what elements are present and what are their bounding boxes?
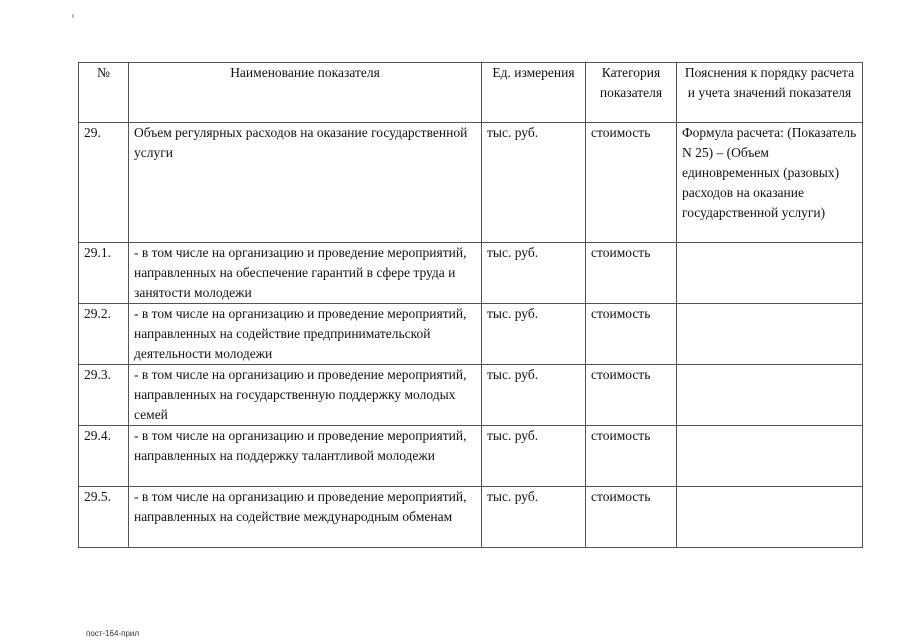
row-notes bbox=[677, 304, 863, 365]
row-number: 29.2. bbox=[79, 304, 129, 365]
row-number: 29.1. bbox=[79, 243, 129, 304]
row-indicator-name: - в том числе на организацию и проведение мероприятий, направленных на поддержку талантливой молодежи bbox=[129, 426, 482, 487]
row-category: стоимость bbox=[586, 304, 677, 365]
header-indicator-name: Наименование показателя bbox=[129, 63, 482, 123]
row-indicator-name: - в том числе на организацию и проведение мероприятий, направленных на обеспечение гарантий в сфере труда и занятости молодежи bbox=[129, 243, 482, 304]
header-number: № bbox=[79, 63, 129, 123]
header-category: Категория показателя bbox=[586, 63, 677, 123]
row-category: стоимость bbox=[586, 123, 677, 243]
row-notes bbox=[677, 243, 863, 304]
row-unit: тыс. руб. bbox=[482, 487, 586, 548]
table-row bbox=[79, 123, 863, 243]
row-unit: тыс. руб. bbox=[482, 243, 586, 304]
row-indicator-name: Объем регулярных расходов на оказание государственной услуги bbox=[129, 123, 482, 243]
header-unit: Ед. измерения bbox=[482, 63, 586, 123]
row-notes bbox=[677, 426, 863, 487]
row-category: стоимость bbox=[586, 365, 677, 426]
row-notes: Формула расчета: (Показатель N 25) – (Объем единовременных (разовых) расходов на оказание государственной услуги) bbox=[677, 123, 863, 243]
table-row bbox=[79, 487, 863, 548]
indicators-table bbox=[78, 62, 863, 548]
table-row bbox=[79, 304, 863, 365]
row-unit: тыс. руб. bbox=[482, 365, 586, 426]
scan-mark bbox=[72, 14, 74, 18]
row-indicator-name: - в том числе на организацию и проведение мероприятий, направленных на содействие международным обменам bbox=[129, 487, 482, 548]
row-unit: тыс. руб. bbox=[482, 426, 586, 487]
row-unit: тыс. руб. bbox=[482, 123, 586, 243]
row-category: стоимость bbox=[586, 426, 677, 487]
row-number: 29.3. bbox=[79, 365, 129, 426]
row-unit: тыс. руб. bbox=[482, 304, 586, 365]
table-row bbox=[79, 365, 863, 426]
table-row bbox=[79, 243, 863, 304]
header-notes: Пояснения к порядку расчета и учета значений показателя bbox=[677, 63, 863, 123]
row-number: 29. bbox=[79, 123, 129, 243]
row-notes bbox=[677, 487, 863, 548]
row-number: 29.4. bbox=[79, 426, 129, 487]
row-indicator-name: - в том числе на организацию и проведение мероприятий, направленных на содействие предпринимательской деятельности молодежи bbox=[129, 304, 482, 365]
row-category: стоимость bbox=[586, 243, 677, 304]
row-notes bbox=[677, 365, 863, 426]
table-header-row bbox=[79, 63, 863, 123]
row-category: стоимость bbox=[586, 487, 677, 548]
row-indicator-name: - в том числе на организацию и проведение мероприятий, направленных на государственную поддержку молодых семей bbox=[129, 365, 482, 426]
row-number: 29.5. bbox=[79, 487, 129, 548]
table-row bbox=[79, 426, 863, 487]
footer-document-code: пост-164-прил bbox=[86, 629, 140, 638]
